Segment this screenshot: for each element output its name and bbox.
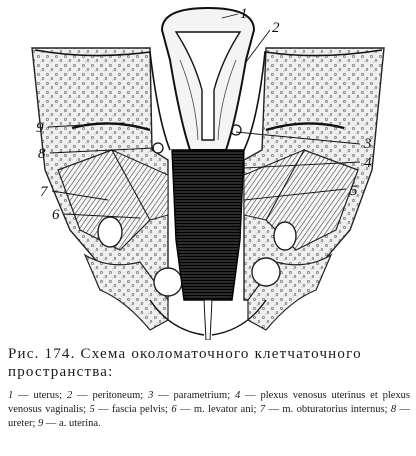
ureter-left <box>153 143 163 153</box>
legend-item: 6 — m. levator ani; <box>171 404 260 415</box>
label-7: 7 <box>40 184 48 200</box>
right-vessel-lumen <box>274 222 296 250</box>
legend-item-text: m. obturatorius internus <box>282 404 385 415</box>
label-9: 9 <box>36 120 44 136</box>
label-3: 3 <box>364 136 372 152</box>
legend-item: 5 — fascia pelvis; <box>89 404 172 415</box>
legend-item-number: 1 <box>8 390 14 401</box>
label-2: 2 <box>272 20 280 36</box>
legend-item-text: ureter <box>8 418 33 429</box>
legend-item-text: a. uterina <box>59 418 99 429</box>
legend-item-number: 6 <box>171 404 177 415</box>
legend-item-text: uterus <box>33 390 60 401</box>
legend-item-text: peritoneum <box>92 390 141 401</box>
legend-item-number: 7 <box>259 404 266 415</box>
legend-item-number: 9 <box>38 418 44 429</box>
vaginal-canal <box>204 300 212 340</box>
legend-item: 8 — ureter; <box>8 404 411 429</box>
legend-item-text: parametrium <box>173 390 228 401</box>
label-1: 1 <box>240 6 248 22</box>
caption-legend <box>8 389 410 431</box>
caption-title-line1: Рис. 174. Схема околоматочного клетчаточного <box>8 346 362 362</box>
legend-item-number: 3 <box>148 390 154 401</box>
left-lower-section <box>154 268 182 296</box>
label-8: 8 <box>38 146 46 162</box>
vaginal-venous-plexus <box>172 150 244 300</box>
label-4: 4 <box>364 155 372 171</box>
legend-item: 9 — a. uterina. <box>38 418 101 429</box>
legend-item-number: 2 <box>66 390 73 401</box>
right-lower-section <box>252 258 280 286</box>
caption-title-line2: пространства: <box>8 364 114 380</box>
legend-item: 7 — m. obturatorius internus; <box>259 404 391 415</box>
legend-item: 3 — parametrium; <box>148 390 235 401</box>
legend-item: 2 — peritoneum; <box>66 390 149 401</box>
left-vessel-lumen <box>98 217 122 247</box>
legend-item-text: fascia pelvis <box>112 404 166 415</box>
legend-item-text: plexus venosus uterinus et plexus venosus vaginalis <box>8 390 411 415</box>
legend-item-number: 5 <box>89 404 95 415</box>
caption-title <box>8 345 410 381</box>
legend-item: 4 — plexus venosus uterinus et plexus venosus vaginalis; <box>8 390 411 415</box>
figure-caption <box>8 345 410 431</box>
legend-item-number: 4 <box>235 390 241 401</box>
label-6: 6 <box>52 207 60 223</box>
legend-item: 1 — uterus; <box>8 390 67 401</box>
legend-item-number: 8 <box>390 404 397 415</box>
label-5: 5 <box>350 183 358 199</box>
legend-item-text: m. levator ani <box>193 404 254 415</box>
